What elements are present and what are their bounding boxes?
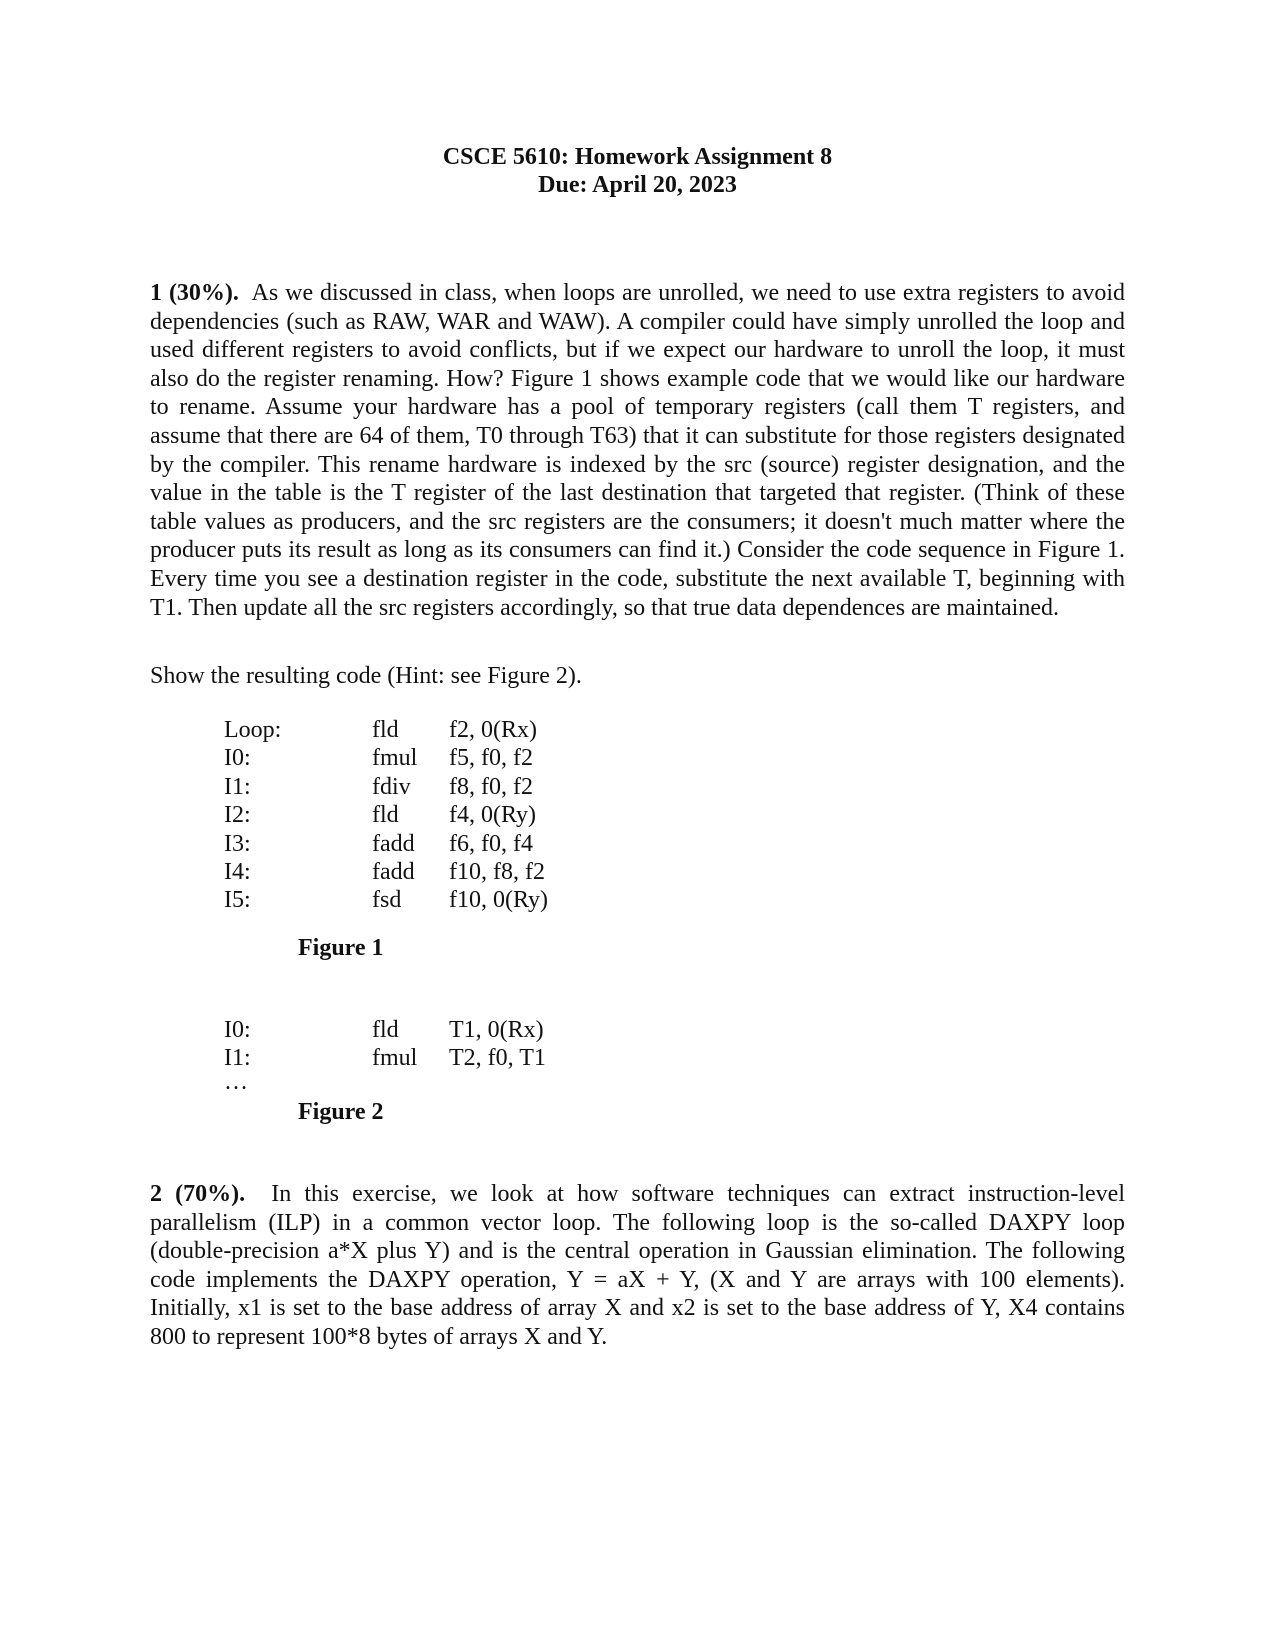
code-label: I1:	[224, 1045, 251, 1072]
code-row	[224, 801, 709, 829]
figure-1-caption: Figure 1	[298, 935, 384, 961]
code-row	[224, 1044, 709, 1072]
code-row	[224, 773, 709, 801]
code-operands: f4, 0(Ry)	[449, 802, 537, 829]
figure-2-caption: Figure 2	[298, 1099, 384, 1125]
question-1-number: 1 (30%).	[150, 280, 239, 306]
code-label: I1:	[224, 773, 251, 800]
code-row	[224, 716, 709, 744]
document-title: CSCE 5610: Homework Assignment 8	[442, 144, 833, 170]
question-1-text: As we discussed in class, when loops are unrolled, we need to use extra registers to avoid dependencies (such as RAW, WAR and WAW). A compiler could have simply unrolled the loop and used different registers to avoid conflicts, but if we expect our hardware to unroll the loop, it must also do the register renaming. How? Figure 1 shows example code that we would like our hardware to rename. Assume your hardware has a pool of temporary registers (call them T registers, and assume that there are 64 of them, T0 through T63) that it can substitute for those registers designated by the compiler. This rename hardware is indexed by the src (source) register designation, and the value in the table is the T register of the last destination that targeted that register. (Think of these table values as producers, and the src registers are the consumers; it doesn't much matter where the producer puts its result as long as its consumers can find it.) Consider the code sequence in Figure 1. Every time you see a destination register in the code, substitute the next available T, beginning with T1. Then update all the src registers accordingly, so that true data dependences are maintained.	[150, 280, 1125, 621]
code-operands: T2, f0, T1	[449, 1045, 546, 1072]
code-operands: f8, f0, f2	[449, 773, 533, 800]
code-label: Loop:	[224, 717, 282, 743]
code-label: I0:	[224, 1017, 251, 1043]
question-2-text: In this exercise, we look at how software techniques can extract instruction-level parallelism (ILP) in a common vector loop. The following loop is the so-called DAXPY loop (double-precision a*X plus Y) and is the central operation in Gaussian elimination. The following code implements the DAXPY operation, Y = aX + Y, (X and Y are arrays with 100 elements). Initially, x1 is set to the base address of array X and x2 is set to the base address of Y, X4 contains 800 to represent 100*8 bytes of arrays X and Y.	[150, 1181, 1125, 1350]
code-ellipsis: …	[224, 1069, 248, 1095]
code-opcode: fadd	[372, 859, 415, 886]
figure-2-code	[224, 1016, 709, 1073]
code-opcode: fsd	[372, 887, 402, 914]
code-row	[224, 858, 709, 886]
code-row	[224, 886, 709, 914]
code-operands: f10, 0(Ry)	[449, 887, 549, 914]
code-opcode: fld	[372, 717, 399, 743]
code-opcode: fld	[372, 802, 399, 829]
code-opcode: fld	[372, 1017, 399, 1043]
code-label: I2:	[224, 802, 251, 829]
code-operands: T1, 0(Rx)	[449, 1017, 544, 1043]
code-operands: f6, f0, f4	[449, 830, 533, 857]
code-label: I0:	[224, 745, 251, 772]
code-label: I3:	[224, 830, 251, 857]
code-row	[224, 1016, 709, 1044]
question-2-number: 2 (70%).	[150, 1181, 246, 1207]
code-operands: f2, 0(Rx)	[449, 717, 537, 743]
code-operands: f5, f0, f2	[449, 745, 533, 772]
code-label: I4:	[224, 859, 251, 886]
code-row	[224, 744, 709, 772]
question-1-instruction: Show the resulting code (Hint: see Figure 2).	[150, 663, 582, 689]
code-operands: f10, f8, f2	[449, 859, 545, 886]
code-opcode: fadd	[372, 830, 415, 857]
question-2-paragraph	[150, 1180, 1125, 1352]
code-row	[224, 830, 709, 858]
page-header	[0, 143, 1275, 199]
code-opcode: fmul	[372, 1045, 418, 1072]
question-1-paragraph	[150, 279, 1125, 622]
figure-1-code	[224, 716, 709, 915]
code-opcode: fdiv	[372, 773, 411, 800]
code-label: I5:	[224, 887, 251, 914]
due-date: Due: April 20, 2023	[538, 172, 737, 198]
code-opcode: fmul	[372, 745, 418, 772]
